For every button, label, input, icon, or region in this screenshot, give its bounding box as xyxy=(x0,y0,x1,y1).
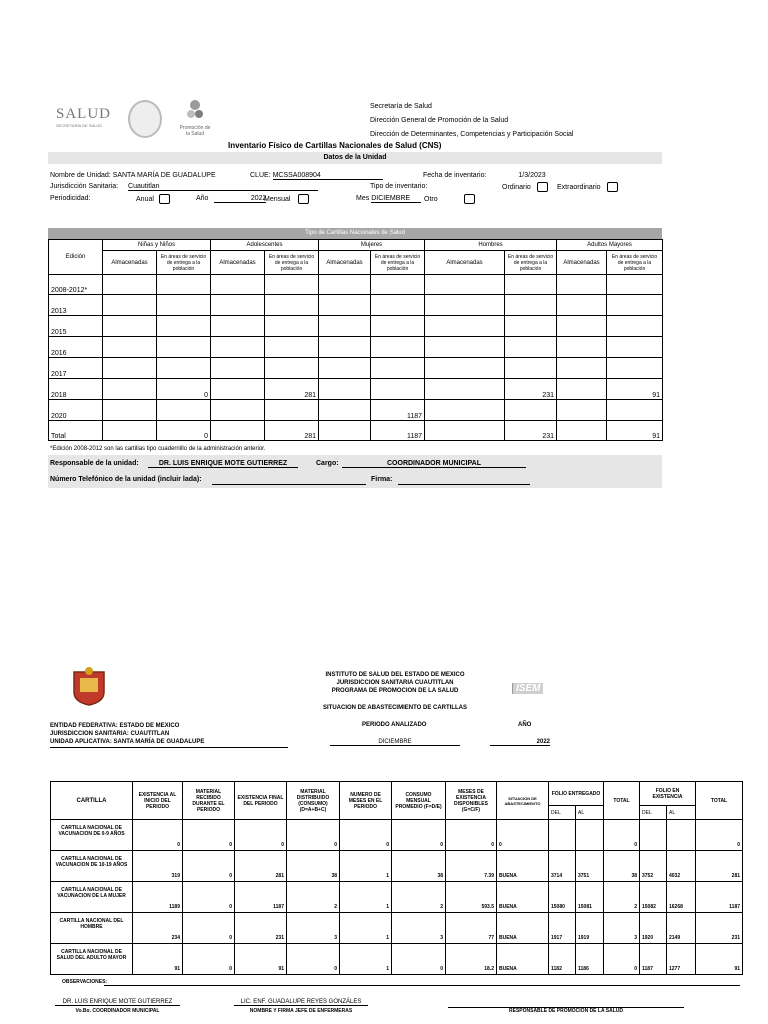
anio-isem-label: AÑO xyxy=(518,722,532,728)
abastecimiento-cell[interactable]: 38 xyxy=(604,851,640,882)
isem-line: INSTITUTO DE SALUD DEL ESTADO DE MEXICO xyxy=(325,672,465,678)
header-line: Secretaría de Salud xyxy=(370,103,432,110)
inventory-cell[interactable] xyxy=(265,337,319,358)
mensual-label: Mensual xyxy=(264,195,291,203)
abastecimiento-row xyxy=(51,944,743,975)
almacenadas-header: Almacenadas xyxy=(425,251,505,275)
otro-option[interactable] xyxy=(424,194,475,204)
inventory-cell[interactable] xyxy=(157,337,211,358)
inventory-cell[interactable] xyxy=(265,400,319,421)
inventory-cell[interactable] xyxy=(157,358,211,379)
inventory-cell[interactable] xyxy=(607,295,663,316)
inventory-cell[interactable]: 281 xyxy=(265,421,319,441)
inventory-cell[interactable]: 0 xyxy=(157,379,211,400)
isem-title: SITUACION DE ABASTECIMIENTO DE CARTILLAS xyxy=(322,705,467,711)
abastecimiento-cell[interactable]: 0 xyxy=(340,820,392,851)
page-title: Inventario Físico de Cartillas Nacionales de Salud (CNS) xyxy=(228,141,442,150)
firma-label: Firma: xyxy=(371,476,393,483)
abastecimiento-cell[interactable] xyxy=(640,820,667,851)
inventory-cell[interactable] xyxy=(425,400,505,421)
inventory-cell[interactable] xyxy=(319,358,371,379)
inventory-cell[interactable] xyxy=(157,275,211,295)
anio-field xyxy=(196,195,266,203)
inventory-cell[interactable] xyxy=(505,358,557,379)
periodo-label: PERIODO ANALIZADO xyxy=(362,722,427,728)
inventory-cell[interactable] xyxy=(265,295,319,316)
abastecimiento-cell[interactable]: 15080 xyxy=(549,882,576,913)
anio-isem-value: 2022 xyxy=(490,739,550,746)
inventory-cell[interactable] xyxy=(607,316,663,337)
unit-name-row xyxy=(50,172,216,179)
fecha-value: 1/3/2023 xyxy=(518,172,546,179)
inventory-cell[interactable] xyxy=(425,295,505,316)
header-line: Dirección de Determinantes, Competencias y Participación Social xyxy=(370,131,574,138)
sig2-role: NOMBRE Y FIRMA JEFE DE ENFERMERAS xyxy=(249,1008,353,1014)
unidad-text: UNIDAD APLICATIVA: SANTA MARÍA DE GUADALUPE xyxy=(50,739,205,745)
mensual-option[interactable] xyxy=(264,194,309,204)
abastecimiento-cell[interactable]: 91 xyxy=(696,944,743,975)
abastecimiento-cell[interactable]: 0 xyxy=(183,882,235,913)
inventory-cell[interactable] xyxy=(607,337,663,358)
abastecimiento-cell[interactable]: 3 xyxy=(392,913,446,944)
ordinario-label: Ordinario xyxy=(502,183,531,191)
extraordinario-option[interactable] xyxy=(557,182,618,192)
folio-entregado-header: FOLIO ENTREGADO xyxy=(549,782,604,806)
telefono-field[interactable] xyxy=(212,484,366,485)
cartilla-name: CARTILLA NACIONAL DE VACUNACION DE 0-9 AÑOS xyxy=(51,820,133,851)
abastecimiento-cell[interactable]: 2 xyxy=(604,882,640,913)
abastecimiento-row xyxy=(51,820,743,851)
abastecimiento-cell[interactable]: 234 xyxy=(133,913,183,944)
abastecimiento-cell[interactable]: 4032 xyxy=(667,851,696,882)
inventory-cell[interactable] xyxy=(103,275,157,295)
anio-value: 2022 xyxy=(214,195,266,203)
almacenadas-header: Almacenadas xyxy=(103,251,157,275)
inventory-cell[interactable] xyxy=(557,275,607,295)
inventory-cell[interactable] xyxy=(319,295,371,316)
fecha-row xyxy=(423,172,546,179)
inventory-cell[interactable] xyxy=(371,358,425,379)
abastecimiento-cell[interactable]: 319 xyxy=(133,851,183,882)
abastecimiento-cell[interactable]: 0 xyxy=(604,820,640,851)
abastecimiento-cell[interactable]: 1 xyxy=(340,944,392,975)
mes-label: Mes xyxy=(356,195,370,202)
inventory-cell[interactable]: 1187 xyxy=(371,421,425,441)
abastecimiento-cell[interactable]: 1277 xyxy=(667,944,696,975)
salud-logo-subtitle: SECRETARÍA DE SALUD xyxy=(56,123,103,128)
abastecimiento-cell[interactable]: 0 xyxy=(604,944,640,975)
abastecimiento-cell[interactable]: 0 xyxy=(183,851,235,882)
edicion-cell: 2020 xyxy=(49,400,103,421)
total-header: TOTAL xyxy=(604,782,640,820)
abastecimiento-cell[interactable]: 1 xyxy=(340,913,392,944)
edicion-header: Edición xyxy=(49,240,103,275)
inventory-cell[interactable] xyxy=(607,275,663,295)
inventory-cell[interactable] xyxy=(607,358,663,379)
abastecimiento-cell[interactable]: 0 xyxy=(183,913,235,944)
tipo-row xyxy=(370,183,427,190)
inventory-table xyxy=(48,239,663,441)
abastecimiento-cell[interactable]: 231 xyxy=(235,913,287,944)
col-header: EXISTENCIA AL INICIO DEL PERIODO xyxy=(133,782,183,820)
inventory-note: *Edición 2008-2012 son las cartillas tipo cuadernillo de la administración anterior. xyxy=(50,446,266,452)
inventory-cell[interactable]: 231 xyxy=(505,379,557,400)
inventory-cell[interactable] xyxy=(319,337,371,358)
edicion-cell: Total xyxy=(49,421,103,441)
inventory-cell[interactable] xyxy=(157,400,211,421)
inventory-cell[interactable] xyxy=(103,316,157,337)
inventory-row xyxy=(49,275,663,295)
anual-label: Anual xyxy=(136,195,154,203)
inventory-cell[interactable] xyxy=(211,316,265,337)
inventory-cell[interactable]: 91 xyxy=(607,379,663,400)
observaciones-label: OBSERVACIONES: xyxy=(62,979,108,985)
observaciones-line xyxy=(104,985,740,986)
edomex-seal-icon xyxy=(70,666,108,706)
situacion-cell[interactable]: BUENA xyxy=(497,944,549,975)
abastecimiento-cell[interactable]: 2 xyxy=(287,882,340,913)
group-header: Niñas y Niños xyxy=(103,240,211,251)
cargo-value: COORDINADOR MUNICIPAL xyxy=(342,460,526,468)
inventory-row xyxy=(49,358,663,379)
abastecimiento-cell[interactable]: 3752 xyxy=(640,851,667,882)
edicion-cell: 2017 xyxy=(49,358,103,379)
inventory-cell[interactable] xyxy=(265,275,319,295)
col-header: MATERIAL RECIBIDO DURANTE EL PERIODO xyxy=(183,782,235,820)
subheader-row xyxy=(49,251,663,275)
abastecimiento-table xyxy=(50,781,743,975)
mexico-seal-icon xyxy=(128,100,162,138)
inventory-cell[interactable] xyxy=(319,421,371,441)
inventory-cell[interactable] xyxy=(319,400,371,421)
abastecimiento-cell[interactable]: 593.5 xyxy=(446,882,497,913)
cartilla-name: CARTILLA NACIONAL DE VACUNACION DE LA MUJER xyxy=(51,882,133,913)
sig3-role: RESPONSABLE DE PROMOCION DE LA SALUD xyxy=(509,1008,623,1014)
abastecimiento-cell[interactable]: 1187 xyxy=(696,882,743,913)
sig1-name: DR. LUIS ENRIQUE MOTE GUTIERREZ xyxy=(55,999,180,1006)
inventory-cell[interactable] xyxy=(211,275,265,295)
abastecimiento-cell[interactable]: 16268 xyxy=(667,882,696,913)
inventory-cell[interactable] xyxy=(425,421,505,441)
situacion-cell[interactable]: BUENA xyxy=(497,851,549,882)
entidad-text: ENTIDAD FEDERATIVA: ESTADO DE MEXICO xyxy=(50,723,180,729)
col-header: SITUACION DE ABASTECIMIENTO xyxy=(497,782,549,820)
juris-value: Cuautitlan xyxy=(128,183,318,191)
inventory-cell[interactable] xyxy=(557,337,607,358)
unit-name-value: SANTA MARÍA DE GUADALUPE xyxy=(112,172,216,179)
section-title: Datos de la Unidad xyxy=(48,152,662,164)
promocion-icon xyxy=(184,98,206,120)
abastecimiento-cell[interactable]: 0 xyxy=(392,944,446,975)
inventory-cell[interactable]: 281 xyxy=(265,379,319,400)
shield-icon xyxy=(70,666,108,706)
entrega-header: En áreas de servicio de entrega a la población xyxy=(607,251,663,275)
inventory-cell[interactable] xyxy=(319,275,371,295)
abastecimiento-cell[interactable]: 15081 xyxy=(576,882,604,913)
abastecimiento-cell[interactable]: 91 xyxy=(133,944,183,975)
inventory-row xyxy=(49,421,663,441)
inventory-cell[interactable] xyxy=(505,295,557,316)
inventory-cell[interactable] xyxy=(425,316,505,337)
inventory-cell[interactable] xyxy=(557,379,607,400)
inventory-cell[interactable] xyxy=(211,358,265,379)
inventory-cell[interactable] xyxy=(425,337,505,358)
abastecimiento-cell[interactable]: 3751 xyxy=(576,851,604,882)
inventory-cell[interactable] xyxy=(157,295,211,316)
salud-logo xyxy=(56,106,116,128)
juris-label: Jurisdicción Sanitaria: xyxy=(50,183,119,190)
otro-checkbox[interactable] xyxy=(464,194,475,204)
group-header: Adolescentes xyxy=(211,240,319,251)
cartilla-name: CARTILLA NACIONAL DEL HOMBRE xyxy=(51,913,133,944)
col-header: CONSUMO MENSUAL PROMEDIO (F=D/E) xyxy=(392,782,446,820)
folio-existencia-header: FOLIO EN EXISTENCIA xyxy=(640,782,696,806)
inventory-cell[interactable] xyxy=(505,275,557,295)
col-header: MATERIAL DISTRIBUIDO (CONSUMO) (D=A+B+C) xyxy=(287,782,340,820)
abastecimiento-cell[interactable]: 0 xyxy=(133,820,183,851)
abastecimiento-cell[interactable]: 7.39 xyxy=(446,851,497,882)
sig2-name: LIC. ENF. GUADALUPE REYES GONZÁLES xyxy=(234,999,368,1006)
clue-label: CLUE: xyxy=(250,172,271,179)
inventory-cell[interactable] xyxy=(607,400,663,421)
inventory-row xyxy=(49,337,663,358)
inventory-cell[interactable] xyxy=(265,316,319,337)
inventory-cell[interactable] xyxy=(211,337,265,358)
inventory-cell[interactable] xyxy=(557,316,607,337)
inventory-cell[interactable] xyxy=(371,379,425,400)
inventory-row xyxy=(49,379,663,400)
isem-line: PROGRAMA DE PROMOCION DE LA SALUD xyxy=(331,688,459,694)
inventory-cell[interactable] xyxy=(265,358,319,379)
abastecimiento-cell[interactable]: 1182 xyxy=(549,944,576,975)
inventory-cell[interactable] xyxy=(103,295,157,316)
situacion-cell[interactable]: BUENA xyxy=(497,882,549,913)
inventory-cell[interactable] xyxy=(425,275,505,295)
al-header: AL xyxy=(667,806,696,820)
inventory-cell[interactable] xyxy=(505,337,557,358)
inventory-cell[interactable] xyxy=(557,421,607,441)
extraordinario-checkbox[interactable] xyxy=(607,182,618,192)
clue-row xyxy=(250,172,395,180)
abastecimiento-cell[interactable]: 3 xyxy=(604,913,640,944)
promocion-logo xyxy=(178,98,212,137)
col-header: MESES DE EXISTENCIA DISPONIBLES (G=C/F) xyxy=(446,782,497,820)
edicion-cell: 2016 xyxy=(49,337,103,358)
edicion-cell: 2015 xyxy=(49,316,103,337)
cartilla-header: CARTILLA xyxy=(51,782,133,820)
del-header: DEL xyxy=(549,806,576,820)
inventory-cell[interactable]: 231 xyxy=(505,421,557,441)
abastecimiento-row xyxy=(51,882,743,913)
clue-value: MCSSA008904 xyxy=(273,172,383,180)
inventory-cell[interactable] xyxy=(211,421,265,441)
inventory-cell[interactable] xyxy=(371,275,425,295)
abastecimiento-cell[interactable]: 3 xyxy=(287,913,340,944)
abastecimiento-cell[interactable]: 1 xyxy=(340,851,392,882)
mes-field xyxy=(356,195,421,203)
inventory-table-title: Tipo de Cartillas Nacionales de Salud xyxy=(48,228,662,239)
cartilla-name: CARTILLA NACIONAL DE SALUD DEL ADULTO MAYOR xyxy=(51,944,133,975)
abastecimiento-cell[interactable]: 0 xyxy=(183,820,235,851)
inventory-cell[interactable] xyxy=(103,337,157,358)
abastecimiento-cell[interactable]: 1187 xyxy=(235,882,287,913)
header-line: Dirección General de Promoción de la Salud xyxy=(370,117,509,124)
abastecimiento-cell[interactable]: 91 xyxy=(235,944,287,975)
abastecimiento-cell[interactable]: 0 xyxy=(235,820,287,851)
group-header: Hombres xyxy=(425,240,557,251)
abastecimiento-cell[interactable]: 1920 xyxy=(640,913,667,944)
abastecimiento-cell[interactable]: 281 xyxy=(235,851,287,882)
inventory-row xyxy=(49,295,663,316)
abastecimiento-cell[interactable]: 3714 xyxy=(549,851,576,882)
abastecimiento-cell[interactable]: 15082 xyxy=(640,882,667,913)
abastecimiento-cell[interactable]: 281 xyxy=(696,851,743,882)
tipo-label: Tipo de inventario: xyxy=(370,183,428,190)
entrega-header: En áreas de servicio de entrega a la población xyxy=(265,251,319,275)
mensual-checkbox[interactable] xyxy=(298,194,309,204)
juris-text: JURISDICCION SANITARIA: CUAUTITLAN xyxy=(50,731,170,737)
cargo-label: Cargo: xyxy=(316,460,339,467)
almacenadas-header: Almacenadas xyxy=(211,251,265,275)
mes-value: DICIEMBRE xyxy=(371,195,421,203)
inventory-cell[interactable] xyxy=(103,421,157,441)
abastecimiento-cell[interactable]: 0 xyxy=(392,820,446,851)
inventory-cell[interactable] xyxy=(425,358,505,379)
inventory-row xyxy=(49,316,663,337)
entidad-block xyxy=(50,722,204,746)
col-header: NUMERO DE MESES EN EL PERIODO xyxy=(340,782,392,820)
inventory-cell[interactable] xyxy=(505,316,557,337)
col-header: EXISTENCIA FINAL DEL PERIODO xyxy=(235,782,287,820)
abastecimiento-cell[interactable] xyxy=(549,820,576,851)
inventory-cell[interactable]: 1187 xyxy=(371,400,425,421)
abastecimiento-cell[interactable] xyxy=(667,820,696,851)
inventory-cell[interactable] xyxy=(371,316,425,337)
responsable-name: DR. LUIS ENRIQUE MOTE GUTIERREZ xyxy=(148,460,298,468)
abastecimiento-cell[interactable]: 38 xyxy=(392,851,446,882)
telefono-label: Número Telefónico de la unidad (incluir lada): xyxy=(50,476,202,483)
periodicidad-label: Periodicidad: xyxy=(50,195,91,202)
ordinario-option[interactable] xyxy=(502,182,548,192)
isem-header xyxy=(300,671,490,712)
abastecimiento-cell[interactable]: 0 xyxy=(287,944,340,975)
abastecimiento-row xyxy=(51,851,743,882)
responsable-label: Responsable de la unidad: xyxy=(50,460,139,467)
inventory-row xyxy=(49,400,663,421)
abastecimiento-cell[interactable]: 18.2 xyxy=(446,944,497,975)
abastecimiento-cell[interactable]: 1187 xyxy=(640,944,667,975)
edicion-cell: 2018 xyxy=(49,379,103,400)
juris-row xyxy=(50,183,318,191)
abastecimiento-cell[interactable]: 2 xyxy=(392,882,446,913)
abastecimiento-cell[interactable]: 1917 xyxy=(549,913,576,944)
entrega-header: En áreas de servicio de entrega a la población xyxy=(157,251,211,275)
inventory-cell[interactable] xyxy=(211,379,265,400)
unit-name-label: Nombre de Unidad: xyxy=(50,172,111,179)
inventory-cell[interactable] xyxy=(103,358,157,379)
inventory-cell[interactable] xyxy=(319,316,371,337)
inventory-cell[interactable] xyxy=(211,400,265,421)
ordinario-checkbox[interactable] xyxy=(537,182,548,192)
inventory-cell[interactable] xyxy=(557,358,607,379)
abastecimiento-cell[interactable]: 0 xyxy=(446,820,497,851)
isem-logo: ISEM xyxy=(512,683,543,694)
fecha-label: Fecha de inventario: xyxy=(423,172,487,179)
header-lines xyxy=(370,100,573,142)
total-header: TOTAL xyxy=(696,782,743,820)
inventory-cell[interactable] xyxy=(211,295,265,316)
abastecimiento-row xyxy=(51,913,743,944)
firma-field[interactable] xyxy=(398,484,530,485)
isem-line: JURISDICCION SANITARIA CUAUTITLAN xyxy=(336,680,454,686)
abastecimiento-cell[interactable]: 1189 xyxy=(133,882,183,913)
salud-logo-text: SALUD xyxy=(56,106,112,122)
abastecimiento-cell[interactable]: 77 xyxy=(446,913,497,944)
edicion-cell: 2008-2012* xyxy=(49,275,103,295)
del-header: DEL xyxy=(640,806,667,820)
almacenadas-header: Almacenadas xyxy=(557,251,607,275)
situacion-cell[interactable]: 0 xyxy=(497,820,549,851)
abastecimiento-cell[interactable]: 0 xyxy=(183,944,235,975)
inventory-cell[interactable] xyxy=(557,400,607,421)
abastecimiento-cell[interactable]: 231 xyxy=(696,913,743,944)
cartilla-name: CARTILLA NACIONAL DE VACUNACION DE 10-19 AÑOS xyxy=(51,851,133,882)
inventory-cell[interactable] xyxy=(425,379,505,400)
abastecimiento-cell[interactable]: 0 xyxy=(287,820,340,851)
inventory-cell[interactable] xyxy=(103,379,157,400)
abastecimiento-cell[interactable]: 0 xyxy=(696,820,743,851)
entrega-header: En áreas de servicio de entrega a la población xyxy=(505,251,557,275)
abastecimiento-cell[interactable]: 1186 xyxy=(576,944,604,975)
inventory-cell[interactable]: 0 xyxy=(157,421,211,441)
anual-option[interactable] xyxy=(136,194,170,204)
sig1-role: Vo.Bo. COORDINADOR MUNICIPAL xyxy=(75,1008,160,1014)
almacenadas-header: Almacenadas xyxy=(319,251,371,275)
anual-checkbox[interactable] xyxy=(159,194,170,204)
periodo-value: DICIEMBRE xyxy=(330,739,460,746)
group-header: Mujeres xyxy=(319,240,425,251)
edicion-cell: 2013 xyxy=(49,295,103,316)
inventory-cell[interactable] xyxy=(371,295,425,316)
extraordinario-label: Extraordinario xyxy=(557,183,601,191)
group-header: Adultos Mayores xyxy=(557,240,663,251)
situacion-cell[interactable]: BUENA xyxy=(497,913,549,944)
promocion-logo-text: Promoción de la Salud xyxy=(179,125,211,137)
entrega-header: En áreas de servicio de entrega a la población xyxy=(371,251,425,275)
inventory-cell[interactable] xyxy=(371,337,425,358)
anio-label: Año xyxy=(196,195,209,202)
abastecimiento-cell[interactable]: 1919 xyxy=(576,913,604,944)
abastecimiento-cell[interactable]: 38 xyxy=(287,851,340,882)
inventory-cell[interactable] xyxy=(103,400,157,421)
abastecimiento-cell[interactable]: 2149 xyxy=(667,913,696,944)
inventory-cell[interactable]: 91 xyxy=(607,421,663,441)
abastecimiento-cell[interactable]: 1 xyxy=(340,882,392,913)
inventory-cell[interactable] xyxy=(505,400,557,421)
inventory-cell[interactable] xyxy=(157,316,211,337)
unidad-underline xyxy=(50,747,288,748)
abastecimiento-cell[interactable] xyxy=(576,820,604,851)
otro-label: Otro xyxy=(424,195,438,203)
inventory-cell[interactable] xyxy=(557,295,607,316)
inventory-cell[interactable] xyxy=(319,379,371,400)
al-header: AL xyxy=(576,806,604,820)
